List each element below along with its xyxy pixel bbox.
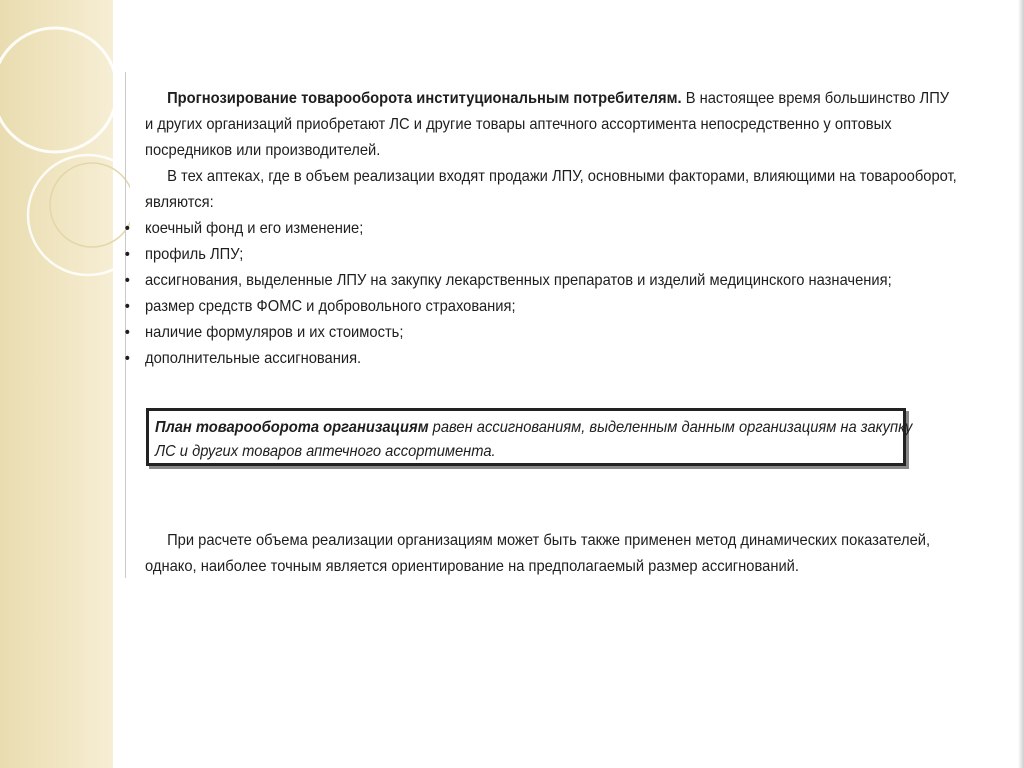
- list-item: [124, 216, 959, 242]
- list-item-text: профиль ЛПУ;: [145, 246, 244, 263]
- paragraph-heading: Прогнозирование товарооборота институциональным потребителям.: [167, 90, 682, 107]
- paragraph-conclusion: При расчете объема реализации организациям может быть также применен метод динамических показателей, однако, наиболее точным является ориентирование на предполагаемый размер ассигнований.: [145, 532, 931, 575]
- highlight-box-text: равен ассигнованиям, выделенным данным организациям на закупку ЛС и других товаров аптечного ассортимента.: [155, 419, 913, 460]
- list-item-text: размер средств ФОМС и добровольного страхования;: [145, 298, 516, 315]
- bullet-icon: •: [124, 272, 130, 289]
- bullet-icon: •: [124, 324, 130, 341]
- list-item-text: дополнительные ассигнования.: [145, 350, 362, 367]
- bullet-icon: •: [124, 246, 130, 263]
- highlight-box-heading: План товарооборота организациям: [155, 419, 429, 436]
- list-item-text: ассигнования, выделенные ЛПУ на закупку лекарственных препаратов и изделий медицинского назначения;: [145, 272, 892, 289]
- bullet-icon: •: [124, 298, 130, 315]
- slide-body: [124, 86, 959, 372]
- factors-list: [124, 216, 959, 372]
- bullet-icon: •: [124, 350, 130, 367]
- paragraph-text: В настоящее время большинство ЛПУ и других организаций приобретают ЛС и другие товары аптечного ассортимента непосредственно у оптовых посредников или производителей.: [145, 90, 950, 159]
- decorative-rings: [0, 0, 130, 330]
- list-item-text: наличие формуляров и их стоимость;: [145, 324, 404, 341]
- bullet-icon: •: [124, 220, 130, 237]
- list-item: [124, 320, 959, 346]
- highlight-box: [146, 408, 913, 466]
- list-item-text: коечный фонд и его изменение;: [145, 220, 364, 237]
- paragraph-factors-intro: В тех аптеках, где в объем реализации входят продажи ЛПУ, основными факторами, влияющими на товарооборот, являются:: [145, 168, 957, 211]
- list-item: [124, 294, 959, 320]
- list-item: [124, 268, 959, 294]
- list-item: [124, 346, 959, 372]
- list-item: [124, 242, 959, 268]
- slide-edge-shadow: [1018, 0, 1024, 768]
- paragraph-forecasting: [145, 86, 959, 164]
